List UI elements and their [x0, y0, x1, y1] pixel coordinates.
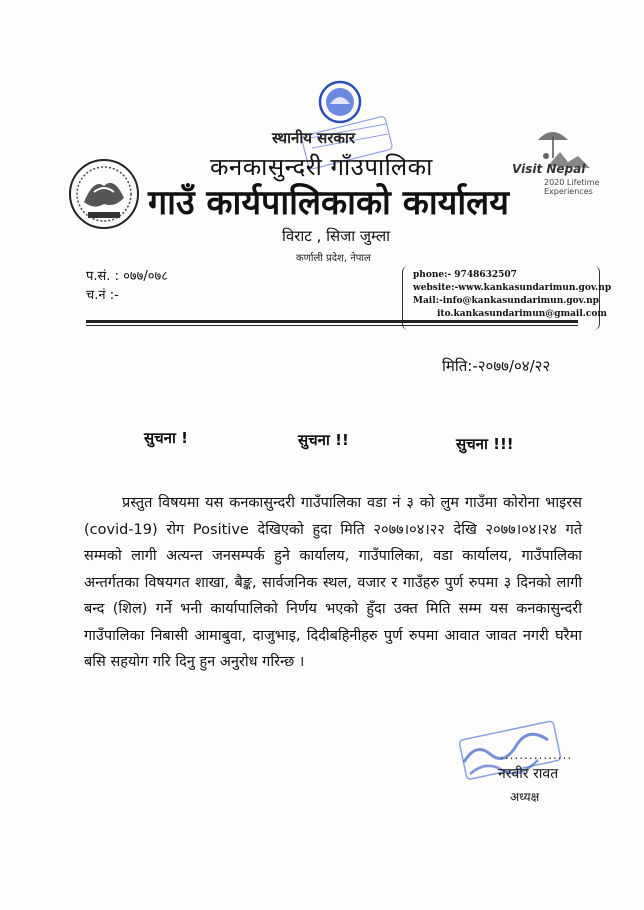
signature-line: ............... [500, 748, 573, 762]
document-date: मिति:-२०७७/०४/२२ [442, 357, 551, 375]
visit-nepal-logo-text: Visit Nepal [512, 162, 586, 176]
signer-title: अध्यक्ष [510, 790, 540, 804]
contact-website: website:-www.kankasundarimun.gov.np [413, 283, 612, 293]
contact-mail: Mail:-info@kankasundarimun.gov.np [413, 296, 599, 306]
notice-heading-2: सुचना !! [298, 431, 349, 449]
header-divider-thin [86, 325, 578, 326]
municipality-name: कनकासुन्दरी गाँउपालिका [210, 153, 433, 181]
letter-number: प.सं. : ०७७/०७८ [86, 269, 169, 284]
government-label: स्थानीय सरकार [272, 129, 355, 147]
signer-name: नरवीर रावत [498, 766, 559, 782]
notice-heading-1: सुचना ! [144, 429, 188, 447]
dispatch-number: च.नं :- [86, 288, 119, 303]
visit-nepal-year: 2020 Lifetime Experiences [544, 178, 600, 196]
notice-heading-3: सुचना !!! [456, 435, 514, 453]
office-title: गाउँ कार्यपालिकाको कार्यालय [148, 183, 509, 223]
contact-phone: phone:- 9748632507 [413, 270, 517, 280]
address-line-2: कर्णाली प्रदेश, नेपाल [296, 253, 371, 264]
address-line-1: विराट , सिजा जुम्ला [282, 227, 391, 245]
header-divider-thick [86, 320, 578, 323]
notice-body: प्रस्तुत विषयमा यस कनकासुन्दरी गाउँपालिका वडा नं ३ को लुम गाउँमा कोरोना भाइरस (covid-19) रोग Positive देखिएको हुदा मिति २०७७।०४।२२ देखि २०७७।०४।२४ गते सम्मको लागी अत्यन्त जनसम्पर्क हुने कार्यालय, गाउँपालिका, वडा कार्यालय, गाउँपालिका अन्तर्गतका विषयगत शाखा, बैङ्क, सार्वजनिक स्थल, वजार र गाउँहरु पुर्ण रुपमा ३ दिनको लागी बन्द (शिल) गर्ने भनी कार्यापालिको निर्णय भएको हुँदा उक्त मिति सम्म यस कनकासुन्दरी गाउँपालिका निबासी आमाबुवा, दाजुभाइ, दिदीबहिनीहरु पुर्ण रुपमा आवात जावत नगरी घरैमा बसि सहयोग गरि दिनु हुन अनुरोध गरिन्छ । [84, 495, 582, 670]
contact-mail-2: ito.kankasundarimun@gmail.com [437, 309, 607, 319]
nepal-emblem-icon [68, 158, 140, 230]
